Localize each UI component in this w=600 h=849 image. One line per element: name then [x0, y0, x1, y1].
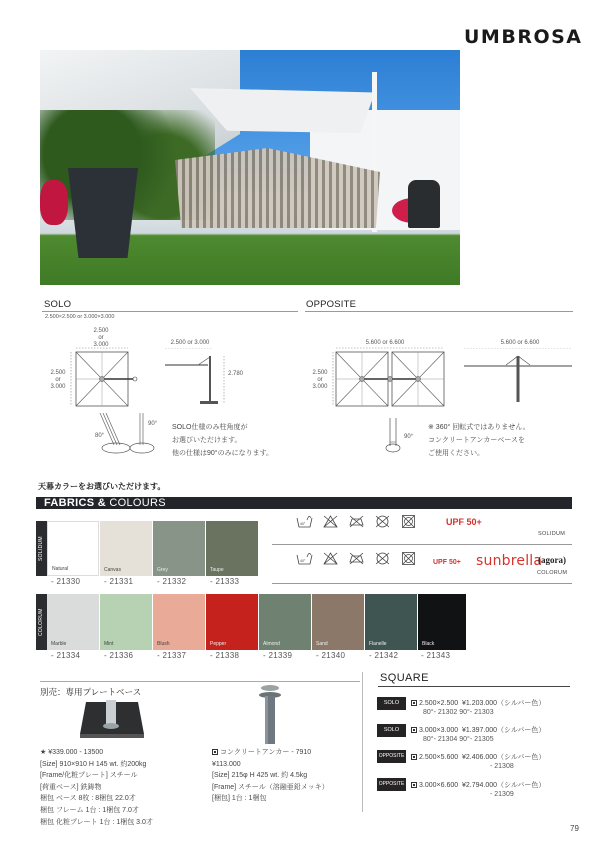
colorum-label: COLORUM [36, 594, 47, 650]
swatch-blush: Blush [153, 594, 205, 650]
opposite-note: ※ 360° 回転式ではありません。 コンクリートアンカーベースを ご使用ください。 [428, 424, 530, 457]
no-bleach-icon [322, 514, 339, 528]
wash-40-icon [296, 551, 313, 565]
no-iron-icon [348, 551, 365, 565]
code-blush: - 21337 [157, 651, 187, 660]
choose-fabric-text: 天幕カラーをお選びいただけます。 [38, 482, 166, 491]
colorum-care-symbols [296, 551, 417, 565]
tag-opposite: OPPOSITE [377, 778, 406, 791]
opposite-title: OPPOSITE [306, 299, 357, 310]
square-item-1: 2.500×2.500 ¥1.203.000（シルバー色） [411, 698, 545, 708]
tag-opposite: OPPOSITE [377, 750, 406, 763]
opposite-side-diagram [462, 348, 574, 404]
plate-base-image [76, 700, 148, 742]
no-dryclean-icon [374, 514, 391, 528]
solo-angle-diagram [92, 413, 170, 455]
square-item-1-codes: 80°- 21302 90°- 21303 [423, 709, 494, 716]
solo-rule [42, 311, 298, 312]
care-divider-2 [272, 583, 572, 584]
no-iron-icon [348, 514, 365, 528]
code-flanelle: - 21342 [369, 651, 399, 660]
plate-base-specs: ★ ¥339.000 - 13500 [Size] 910×910 H 145 wt. 約200kg [Frame/化粧プレート] スチール [荷重ベース] 鉄鋳物 梱包 ベース 8枚 : 8梱包 22.0才 梱包 フレーム 1台 : 1梱包 7.0才 梱包 化粧プレート 1台 : 1梱包 3.0才 [40, 749, 153, 826]
code-black: - 21343 [421, 651, 451, 660]
care-divider-1 [272, 544, 572, 545]
swatch-grey: Grey [153, 521, 205, 576]
code-mint: - 21336 [104, 651, 134, 660]
opposite-plan-width: 5.600 or 6.600 [365, 340, 405, 346]
solo-side-height: 2.780 [228, 371, 244, 377]
swatch-taupe: Taupe [206, 521, 258, 576]
no-tumble-dry-icon [400, 551, 417, 565]
code-natural: - 21330 [51, 577, 81, 586]
square-item-4: 3.000×6.600 ¥2.794.000（シルバー色） [411, 780, 545, 790]
svg-text:90°: 90° [148, 421, 158, 427]
sunbrella-logo: sunbrella [476, 553, 543, 569]
code-marble: - 21334 [51, 651, 81, 660]
square-item-4-codes: - 21309 [490, 791, 514, 798]
square-item-3: 2.500×5.600 ¥2.406.000（シルバー色） [411, 752, 545, 762]
tag-solo: SOLO [377, 697, 406, 710]
solo-title: SOLO [44, 299, 72, 310]
brand-logo: UMBROSA [464, 26, 583, 48]
svg-text:90°: 90° [404, 434, 414, 440]
opposite-side-width: 5.600 or 6.600 [500, 340, 540, 346]
solo-note: SOLO仕様のみ柱角度が お選びいただけます。 他の仕様は90°のみになります。 [172, 424, 274, 457]
swatch-marble: Marble [47, 594, 99, 650]
checkbox-icon [212, 749, 218, 755]
square-item-2: 3.000×3.000 ¥1.397.000（シルバー色） [411, 725, 545, 735]
svg-text:80°: 80° [95, 433, 105, 439]
code-sand: - 21340 [316, 651, 346, 660]
accessories-rule [40, 681, 360, 682]
no-tumble-dry-icon [400, 514, 417, 528]
code-canvas: - 21331 [104, 577, 134, 586]
no-dryclean-icon [374, 551, 391, 565]
square-rule [378, 686, 570, 687]
solo-side-width: 2.500 or 3.000 [170, 340, 210, 346]
swatch-natural: Natural [47, 521, 99, 576]
no-bleach-icon [322, 551, 339, 565]
opposite-rule [305, 311, 573, 312]
solidum-upf-badge: UPF 50+ [446, 517, 482, 527]
square-title: SQUARE [380, 672, 429, 684]
swatch-almond: Almond [259, 594, 311, 650]
wash-40-icon [296, 514, 313, 528]
opposite-angle-diagram [384, 418, 424, 454]
swatch-flanelle: Flanelle [365, 594, 417, 650]
solidum-brand-label: SOLIDUM [538, 531, 566, 537]
hero-photo [40, 50, 460, 285]
accessories-vertical-rule [362, 672, 363, 812]
page-number: 79 [570, 824, 579, 833]
swatch-black: Black [418, 594, 466, 650]
solo-plan-height: 2.500 or 3.000 [50, 370, 66, 390]
solo-plan-diagram [68, 346, 140, 410]
solo-plan-width: 2.500 or 3.000 [93, 328, 109, 348]
concrete-anchor-specs: コンクリートアンカー - 7910 ¥113.000 [Size] 215φ H 425 wt. 約 4.5kg [Frame] スチール（溶融亜鉛メッキ） [梱包] 1台 : 1梱包 [212, 749, 329, 803]
plate-base-title: 別売：専用プレートベース [40, 687, 142, 697]
opposite-plan-height: 2.500 or 3.000 [312, 370, 328, 390]
square-item-2-codes: 80°- 21304 90°- 21305 [423, 736, 494, 743]
solidum-label: SOLIDUM [36, 521, 47, 576]
swatch-mint: Mint [100, 594, 152, 650]
colorum-brand-label: COLORUM [537, 570, 568, 576]
swatch-canvas: Canvas [100, 521, 152, 576]
concrete-anchor-image [256, 684, 284, 746]
swatch-sand: Sand [312, 594, 364, 650]
square-item-3-codes: - 21308 [490, 763, 514, 770]
opposite-plan-diagram [332, 346, 447, 408]
code-taupe: - 21333 [210, 577, 240, 586]
colorum-upf-badge: UPF 50+ [433, 559, 461, 566]
code-grey: - 21332 [157, 577, 187, 586]
solo-side-diagram [164, 348, 230, 406]
svg-text:40°: 40° [300, 522, 306, 526]
tag-solo: SOLO [377, 724, 406, 737]
solidum-care-symbols [296, 514, 417, 528]
code-almond: - 21339 [263, 651, 293, 660]
swatch-pepper: Pepper [206, 594, 258, 650]
code-pepper: - 21338 [210, 651, 240, 660]
agora-logo: (agora) [538, 555, 566, 565]
fabrics-colours-header: FABRICS & COLOURS [36, 497, 572, 509]
svg-text:40°: 40° [300, 559, 306, 563]
solo-sizes: 2.500×2.500 or 3.000×3.000 [45, 314, 115, 320]
